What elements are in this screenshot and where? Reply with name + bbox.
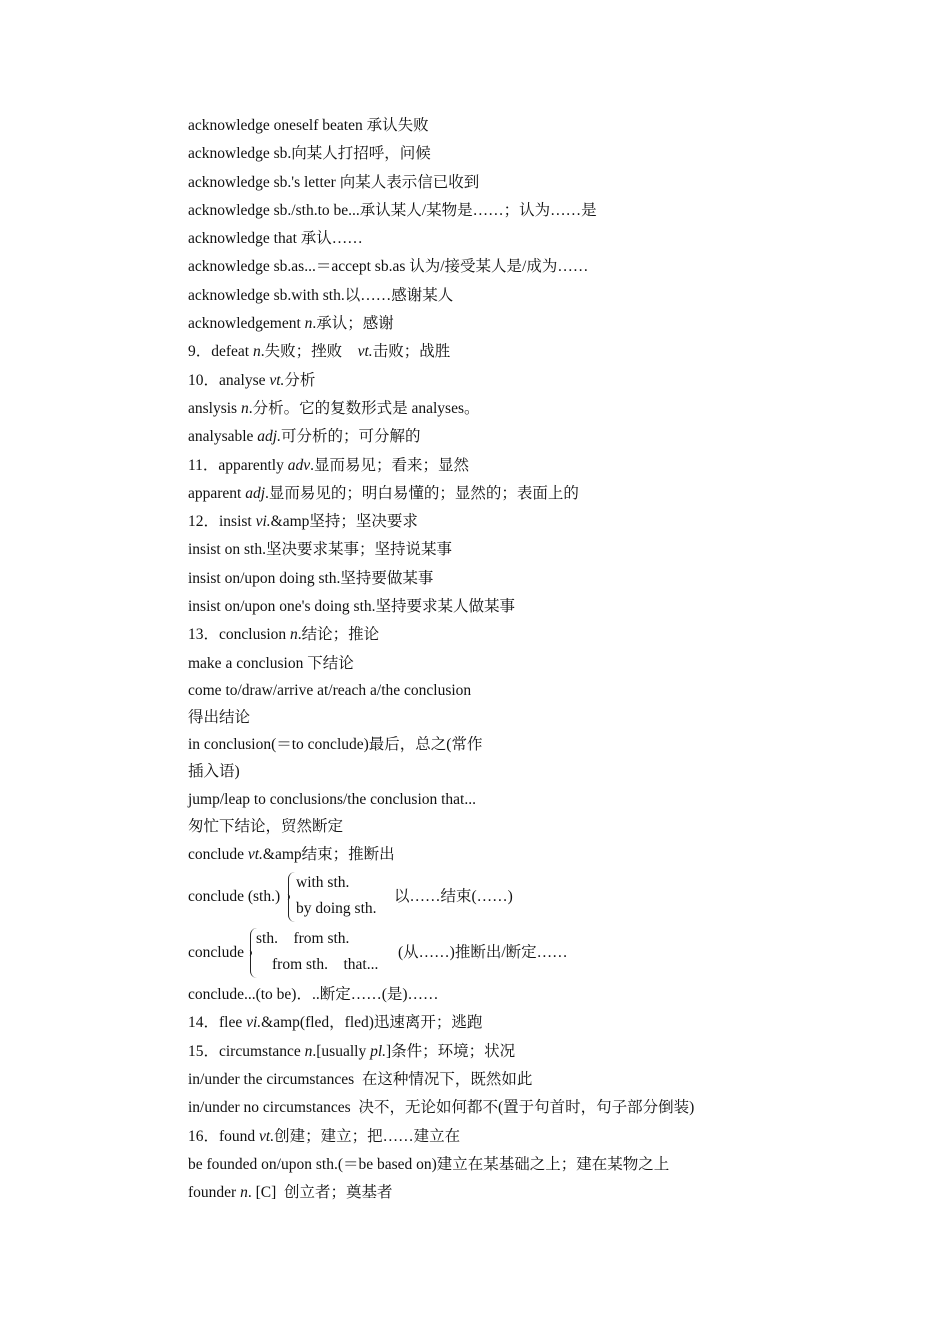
- brace-option: from sth. that...: [272, 956, 379, 974]
- part-of-speech: pl.: [370, 1042, 387, 1060]
- brace-left-text: conclude (sth.): [188, 888, 281, 906]
- text-line: [188, 1179, 908, 1207]
- brace-option: by doing sth.: [296, 900, 377, 918]
- part-of-speech: adj.: [257, 428, 281, 446]
- text-line: in/under the circumstances 在这种情况下，既然如此: [188, 1071, 533, 1089]
- text-line: insist on/upon doing sth.坚持要做某事: [188, 569, 434, 587]
- part-of-speech: vt.: [357, 343, 373, 361]
- entry-heading: [188, 1038, 908, 1066]
- text-run: apparent: [188, 484, 246, 502]
- text-run: analysable: [188, 428, 258, 446]
- text-line: in/under no circumstances 决不，无论如何都不(置于句首时，句子部分倒装): [188, 1099, 695, 1117]
- text-line: 插入语): [188, 763, 240, 781]
- entry-heading: [188, 367, 908, 395]
- text-line: [188, 841, 908, 869]
- text-line: [188, 310, 908, 338]
- text-line: acknowledge sb.with sth.以……感谢某人: [188, 286, 454, 304]
- text-line: 得出结论: [188, 708, 251, 726]
- text-run: 16．found: [188, 1127, 260, 1145]
- brace-group-conclude-with: [188, 869, 908, 925]
- document-page: [188, 112, 908, 1208]
- text-line: conclude...(to be)．..断定……(是)……: [188, 986, 439, 1004]
- text-run: founder: [188, 1184, 241, 1202]
- text-run: 击败；战胜: [372, 343, 451, 361]
- text-line: make a conclusion 下结论: [188, 654, 354, 672]
- part-of-speech: vt.: [247, 845, 263, 863]
- entry-heading: [188, 1009, 908, 1037]
- text-run: 14．flee: [188, 1014, 247, 1032]
- text-run: . [C] 创立者；奠基者: [247, 1184, 393, 1202]
- text-run: .显而易见；看来；显然: [310, 456, 469, 474]
- part-of-speech: adv: [287, 456, 311, 474]
- text-run: .[usually: [312, 1042, 371, 1060]
- brace-right-text: 以……结束(……): [394, 888, 513, 906]
- brace-left-text: conclude: [188, 944, 244, 962]
- text-run: .结论；推论: [297, 626, 380, 644]
- text-run: 创建；建立；把……建立在: [274, 1127, 461, 1145]
- part-of-speech: vt.: [259, 1127, 275, 1145]
- text-line: insist on sth.坚决要求某事；坚持说某事: [188, 541, 452, 559]
- text-run: .分析。它的复数形式是 analyses。: [248, 399, 480, 417]
- text-line: acknowledge sb./sth.to be...承认某人/某物是……；认为……是: [188, 201, 597, 219]
- part-of-speech: vt.: [269, 371, 285, 389]
- text-run: 15．circumstance: [188, 1042, 305, 1060]
- text-run: &amp结束；推断出: [262, 845, 395, 863]
- text-run: &amp(fled，fled)迅速离开；逃跑: [261, 1014, 483, 1032]
- text-line: come to/draw/arrive at/reach a/the conclusion: [188, 681, 472, 699]
- part-of-speech: n: [252, 343, 261, 361]
- text-run: 13．conclusion: [188, 626, 291, 644]
- part-of-speech: n: [304, 1042, 313, 1060]
- text-run: conclude: [188, 845, 248, 863]
- text-run: 12．insist: [188, 513, 256, 531]
- entry-heading: [188, 1123, 908, 1151]
- left-brace-icon: [288, 872, 296, 922]
- text-line: [188, 395, 908, 423]
- text-line: acknowledge that 承认……: [188, 230, 363, 248]
- text-line: acknowledge sb.as...＝accept sb.as 认为/接受某人是/成为……: [188, 258, 589, 276]
- part-of-speech: n: [240, 399, 249, 417]
- entry-heading: [188, 452, 908, 480]
- text-run: .显而易见的；明白易懂的；显然的；表面上的: [265, 484, 579, 502]
- text-run: 9．defeat: [188, 343, 253, 361]
- text-run: 10．analyse: [188, 371, 270, 389]
- text-line: acknowledge sb.'s letter 向某人表示信已收到: [188, 173, 480, 191]
- brace-group-conclude-from: [188, 925, 908, 981]
- part-of-speech: vi.: [255, 513, 271, 531]
- text-run: 可分析的；可分解的: [280, 428, 421, 446]
- part-of-speech: n: [304, 315, 313, 333]
- brace-option: sth. from sth.: [256, 930, 350, 948]
- brace-option: with sth.: [296, 874, 350, 892]
- part-of-speech: n: [240, 1184, 248, 1202]
- text-run: &amp坚持；坚决要求: [270, 513, 418, 531]
- brace-right-text: (从……)推断出/断定……: [398, 944, 568, 962]
- text-run: .失败；挫败: [260, 343, 358, 361]
- text-line: [188, 423, 908, 451]
- text-line: acknowledge oneself beaten 承认失败: [188, 117, 429, 134]
- text-line: insist on/upon one's doing sth.坚持要求某人做某事: [188, 598, 516, 616]
- text-line: jump/leap to conclusions/the conclusion that...: [188, 790, 476, 808]
- part-of-speech: adj: [245, 484, 266, 502]
- text-run: ]条件；环境；状况: [386, 1042, 516, 1060]
- text-line: acknowledge sb.向某人打招呼，问候: [188, 145, 431, 163]
- part-of-speech: n: [290, 626, 298, 644]
- entry-heading: [188, 508, 908, 536]
- text-run: anslysis: [188, 399, 241, 417]
- text-line: [188, 480, 908, 508]
- text-line: be founded on/upon sth.(＝be based on)建立在某基础之上；建在某物之上: [188, 1155, 670, 1173]
- entry-heading: [188, 338, 908, 366]
- text-run: .承认；感谢: [312, 315, 394, 333]
- text-line: in conclusion(＝to conclude)最后，总之(常作: [188, 736, 483, 754]
- text-run: 11．apparently: [188, 456, 288, 474]
- part-of-speech: vi.: [246, 1014, 262, 1032]
- text-run: 分析: [284, 371, 316, 389]
- text-run: acknowledgement: [188, 315, 305, 333]
- entry-heading: [188, 621, 908, 649]
- text-line: 匆忙下结论，贸然断定: [188, 817, 344, 835]
